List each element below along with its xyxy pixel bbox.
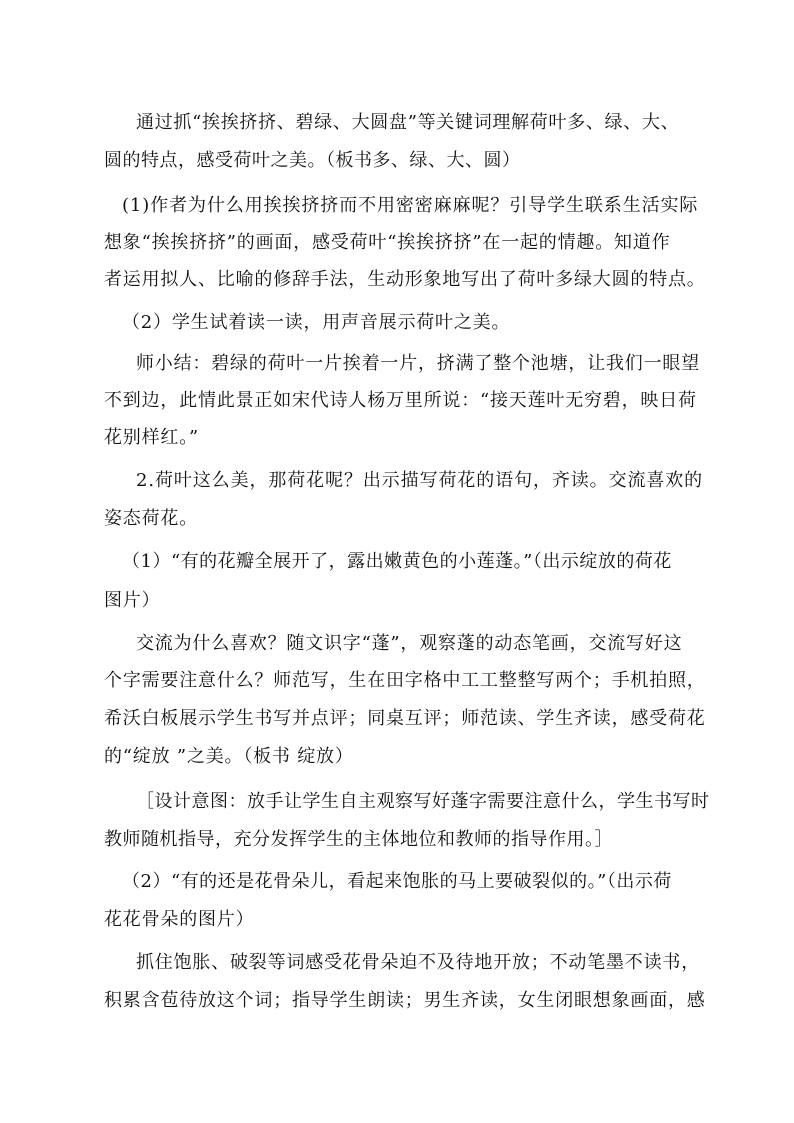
paragraph-line: 积累含苞待放这个词；指导学生朗读；男生齐读，女生闭眼想象画面，感 (104, 990, 706, 1011)
paragraph-line: 花花骨朵的图片） (104, 909, 255, 930)
paragraph-line: 圆的特点，感受荷叶之美。（板书多、绿、大、圆） (104, 150, 521, 171)
paragraph-line: 2.荷叶这么美，那荷花呢？出示描写荷花的语句，齐读。交流喜欢的 (136, 470, 704, 491)
paragraph-line: 师小结：碧绿的荷叶一片挨着一片，挤满了整个池塘，让我们一眼望 (136, 353, 700, 374)
paragraph-line: 交流为什么喜欢？随文识字“蓬”，观察蓬的动态笔画，交流写好这 (136, 633, 683, 654)
paragraph-line: 希沃白板展示学生书写并点评；同桌互评；师范读、学生齐读，感受荷花 (104, 708, 706, 729)
paragraph-line: （1）“有的花瓣全展开了，露出嫩黄色的小莲蓬。”（出示绽放的荷花 (122, 551, 672, 572)
paragraph-line: 抓住饱胀、破裂等词感受花骨朵迫不及待地开放；不动笔墨不读书， (136, 952, 700, 973)
design-intent-line: ［设计意图：放手让学生自主观察写好蓬字需要注意什么，学生书写时 (136, 791, 710, 812)
paragraph-line: 个字需要注意什么？师范写，生在田字格中工工整整写两个；手机拍照， (104, 670, 706, 691)
paragraph-line: 通过抓“挨挨挤挤、碧绿、大圆盘”等关键词理解荷叶多、绿、大、 (136, 112, 680, 133)
paragraph-line: (1)作者为什么用挨挨挤挤而不用密密麻麻呢？引导学生联系生活实际 (122, 195, 699, 216)
paragraph-line: 不到边，此情此景正如宋代诗人杨万里所说：“接天莲叶无穷碧，映日荷 (104, 390, 697, 411)
paragraph-line: 者运用拟人、比喻的修辞手法，生动形象地写出了荷叶多绿大圆的特点。 (104, 269, 706, 290)
design-intent-line: 教师随机指导，充分发挥学生的主体地位和教师的指导作用。］ (104, 829, 613, 850)
paragraph-line: （2）学生试着读一读，用声音展示荷叶之美。 (122, 312, 511, 333)
paragraph-line: 想象“挨挨挤挤”的画面，感受荷叶“挨挨挤挤”在一起的情趣。知道作 (104, 232, 671, 253)
paragraph-line: 图片） (104, 590, 161, 611)
paragraph-line: 姿态荷花。 (104, 508, 198, 529)
paragraph-line: （2）“有的还是花骨朵儿，看起来饱胀的马上要破裂似的。”（出示荷 (122, 871, 672, 892)
paragraph-line: 花别样红。” (104, 427, 200, 448)
paragraph-line: 的“绽放 ”之美。（板书 绽放） (104, 746, 354, 767)
